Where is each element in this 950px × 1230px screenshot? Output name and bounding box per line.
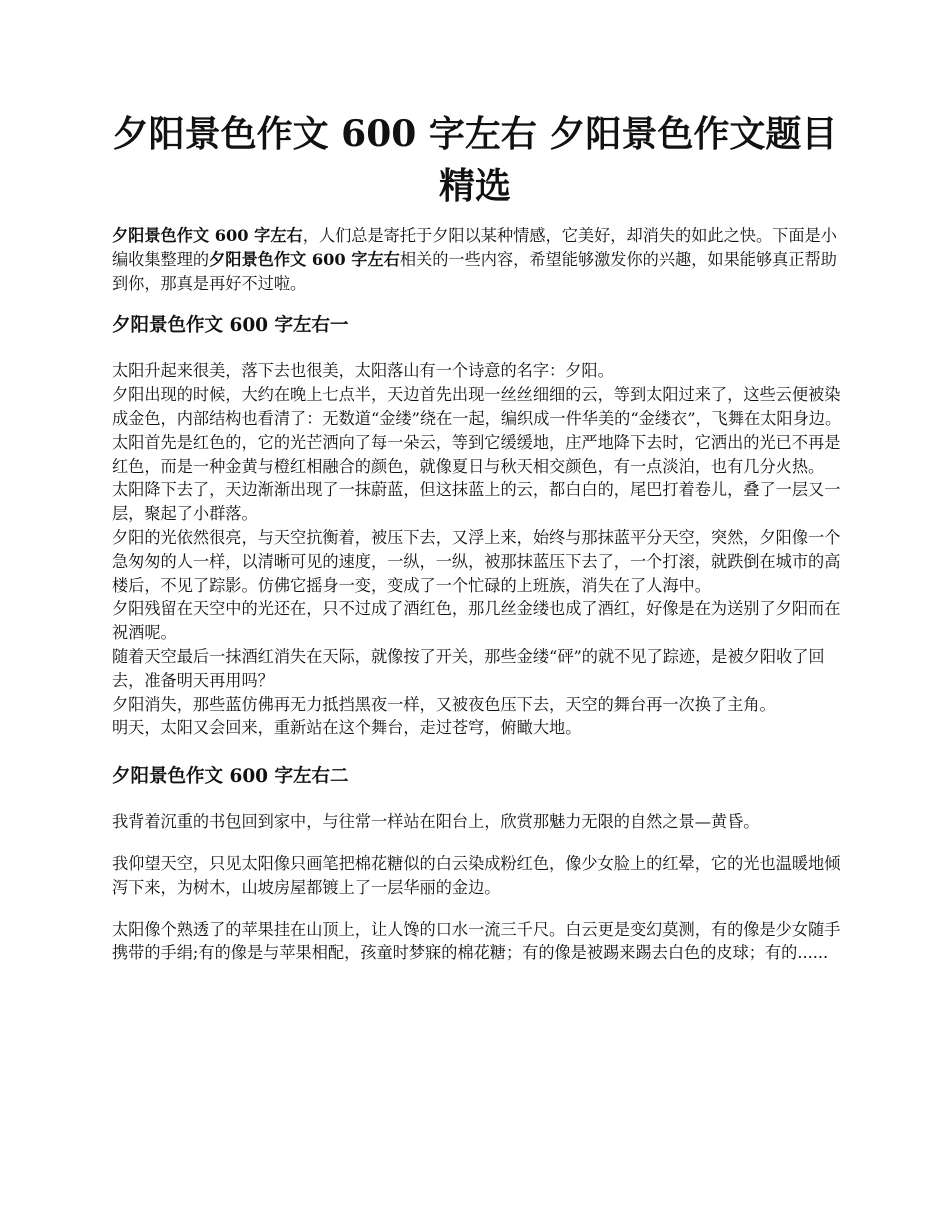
section-paragraph: 太阳像个熟透了的苹果挂在山顶上，让人馋的口水一流三千尺。白云更是变幻莫测，有的像是少女随手携带的手绢;有的像是与苹果相配，孩童时梦寐的棉花糖；有的像是被踢来踢去白色的皮球；有的...... [112, 919, 841, 963]
section-heading: 夕阳景色作文 600 字左右一 [112, 315, 349, 337]
page-title: 夕阳景色作文 600 字左右 夕阳景色作文题目精选 [112, 113, 838, 207]
intro-text: 相关的一些内容，希望能够激发你的兴趣，如果能够真正帮助到你，那真是再好不过啦。 [112, 249, 837, 293]
document-body [112, 224, 852, 965]
section-paragraph: 随着天空最后一抹酒红消失在天际，就像按了开关，那些金缕“砰”的就不见了踪迹，是被夕阳收了回去，准备明天再用吗？ [112, 646, 825, 690]
section-paragraph: 我背着沉重的书包回到家中，与往常一样站在阳台上，欣赏那魅力无限的自然之景—黄昏。 [112, 812, 760, 832]
section-paragraph: 夕阳残留在天空中的光还在，只不过成了酒红色，那几丝金缕也成了酒红，好像是在为送别了夕阳而在祝酒呢。 [112, 599, 841, 643]
section-paragraph: 明天，太阳又会回来，重新站在这个舞台，走过苍穹，俯瞰大地。 [112, 718, 582, 738]
section-two [112, 764, 852, 965]
section-paragraph: 夕阳消失，那些蓝仿佛再无力抵挡黑夜一样，又被夜色压下去，天空的舞台再一次换了主角。 [112, 694, 776, 714]
section-paragraph: 夕阳的光依然很亮，与天空抗衡着，被压下去，又浮上来，始终与那抹蓝平分天空，突然，夕阳像一个急匆匆的人一样，以清晰可见的速度，一纵，一纵，被那抹蓝压下去了，一个打滚，就跌倒在城市的高楼后，不见了踪影。仿佛它摇身一变，变成了一个忙碌的上班族，消失在了人海中。 [112, 527, 841, 595]
section-paragraph: 夕阳出现的时候，大约在晚上七点半，天边首先出现一丝丝细细的云，等到太阳过来了，这些云便被染成金色，内部结构也看清了：无数道“金缕”绕在一起，编织成一件华美的“金缕衣”，飞舞在太阳身边。 [112, 385, 842, 428]
section-heading: 夕阳景色作文 600 字左右二 [112, 766, 349, 788]
intro-paragraph [112, 224, 852, 295]
section-one [112, 313, 852, 740]
section-paragraph: 太阳首先是红色的，它的光芒洒向了每一朵云，等到它缓缓地，庄严地降下去时，它洒出的光已不再是红色，而是一种金黄与橙红相融合的颜色，就像夏日与秋天相交颜色，有一点淡泊，也有几分火热。 [112, 432, 841, 476]
intro-bold-keyword: 夕阳景色作文 600 字左右 [209, 249, 400, 269]
section-paragraph: 太阳降下去了，天边渐渐出现了一抹蔚蓝，但这抹蓝上的云，都白白的，尾巴打着卷儿，叠了一层又一层，聚起了小群落。 [112, 480, 841, 524]
section-paragraph: 太阳升起来很美，落下去也很美，太阳落山有一个诗意的名字：夕阳。 [112, 361, 614, 381]
section-paragraph: 我仰望天空，只见太阳像只画笔把棉花糖似的白云染成粉红色，像少女脸上的红晕，它的光也温暖地倾泻下来，为树木，山坡房屋都镀上了一层华丽的金边。 [112, 853, 841, 897]
intro-text: ，人们总是寄托于夕阳以某种情感，它美好，却消失的如此之快。下面是小编收集整理的 [112, 226, 837, 269]
intro-bold-keyword: 夕阳景色作文 600 字左右 [112, 226, 303, 245]
